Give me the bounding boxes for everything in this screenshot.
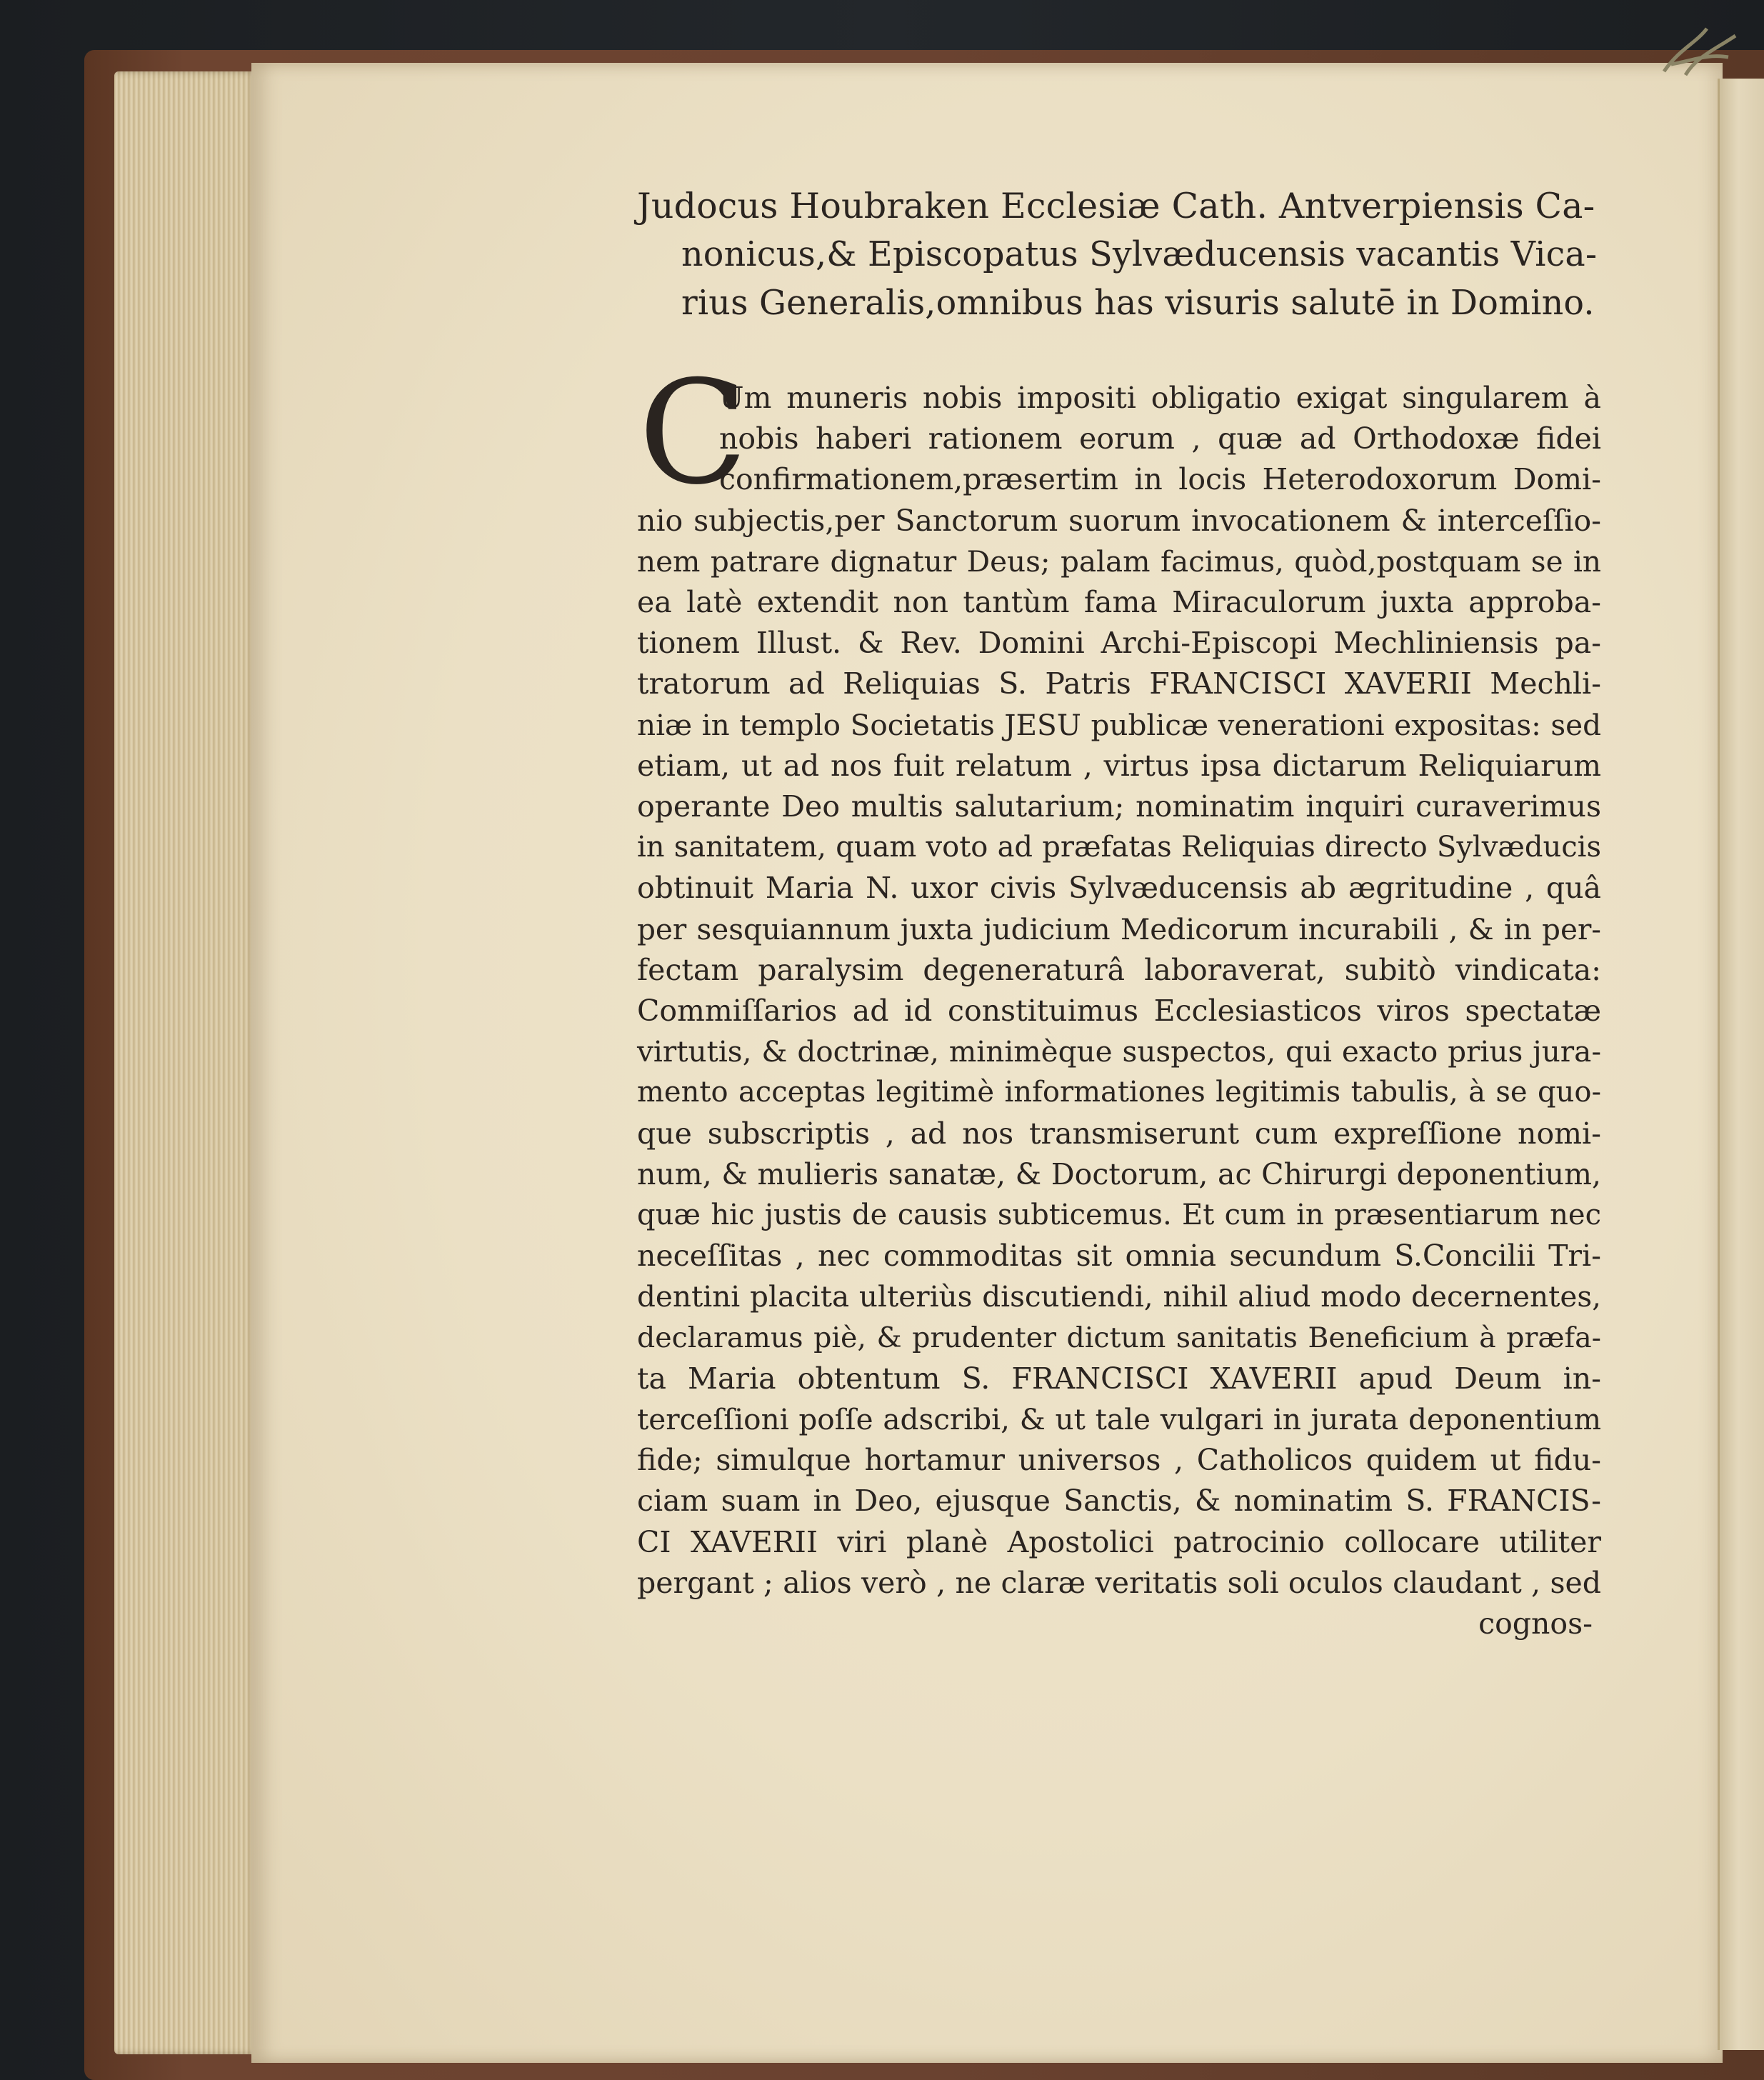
text-block [637,182,1601,1644]
body-line: nobis haberi rationem eorum , quæ ad Orthodoxæ fidei [719,421,1601,456]
body-line: mento acceptas legitimè informationes legitimis tabulis, à se quo- [637,1076,1601,1109]
body-line: neceſſitas , nec commoditas sit omnia secundum S.Concilii Tri- [637,1239,1601,1274]
body-line: ciam suam in Deo, ejusque Sanctis, & nominatim S. FRANCIS- [637,1484,1601,1519]
body-line: tratorum ad Reliquias S. Patris FRANCISCI XAVERII Mechli- [637,666,1601,701]
body-line: CI XAVERII viri planè Apostolici patrocinio collocare utiliter [637,1524,1601,1559]
body-line: que subscriptis , ad nos transmiserunt cum expreſſione nomi- [637,1116,1601,1151]
heading-line: rius Generalis,omnibus has visuris salutē in Domino. [681,284,1595,323]
body-text [637,350,1601,1644]
body-line: virtutis, & doctrinæ, minimèque suspectos, qui exacto prius jura- [637,1034,1601,1069]
body-line: fide; simulque hortamur universos , Catholicos quidem ut fidu- [637,1443,1601,1478]
body-line: obtinuit Maria N. uxor civis Sylvæducensis ab ægritudine , quâ [637,871,1601,906]
facing-page-edge [1718,79,1764,2050]
body-line: nio subjectis,per Sanctorum suorum invocationem & interceſſio- [637,503,1601,538]
body-line: Um muneris nobis impositi obligatio exigat singularem à [719,381,1601,415]
body-line: tionem Illust. & Rev. Domini Archi-Episcopi Mechliniensis pa- [637,626,1601,661]
body-line: num, & mulieris sanatæ, & Doctorum, ac Chirurgi deponentium, [637,1156,1601,1191]
body-line: ea latè extendit non tantùm fama Miraculorum juxta approba- [637,585,1601,620]
body-line: nem patrare dignatur Deus; palam facimus, quòd,postquam se in [637,544,1601,579]
body-line: fectam paralysim degeneraturâ laboraverat, subitò vindicata: [637,952,1601,987]
body-line: confirmationem,præsertim in locis Heterodoxorum Domi- [719,462,1601,497]
catchword: cognos- [1478,1606,1593,1641]
heading [637,182,1601,328]
body-line: terceſſioni poſſe adscribi, & ut tale vulgari in jurata deponentium [637,1402,1601,1437]
body-line: dentini placita ulteriùs discutiendi, nihil aliud modo decernentes, [637,1279,1601,1314]
heading-line: nonicus,& Episcopatus Sylvæducensis vacantis Vica- [681,235,1598,274]
body-line: Commiſſarios ad id constituimus Ecclesiasticos viros spectatæ [637,994,1601,1029]
body-line: ta Maria obtentum S. FRANCISCI XAVERII apud Deum in- [637,1361,1601,1396]
heading-line: Judocus Houbraken Ecclesiæ Cath. Antverpiensis Ca- [637,186,1595,226]
binding-thread [1657,21,1743,79]
body-line: operante Deo multis salutarium; nominatim inquiri curaverimus [637,789,1601,824]
body-line: quæ hic justis de causis subticemus. Et cum in præsentiarum nec [637,1199,1601,1232]
body-line: in sanitatem, quam voto ad præfatas Reliquias directo Sylvæducis [637,831,1601,864]
body-line: per sesquiannum juxta judicium Medicorum incurabili , & in per- [637,911,1601,946]
drop-cap: C [638,350,748,516]
body-line: declaramus piè, & prudenter dictum sanitatis Beneficium à præfa- [637,1321,1601,1354]
page-edges [114,71,257,2054]
body-line: etiam, ut ad nos fuit relatum , virtus ipsa dictarum Reliquiarum [637,748,1601,783]
body-line: pergant ; alios verò , ne claræ veritatis soli oculos claudant , sed [637,1565,1601,1600]
body-line: niæ in templo Societatis JESU publicæ venerationi expositas: sed [637,707,1601,742]
